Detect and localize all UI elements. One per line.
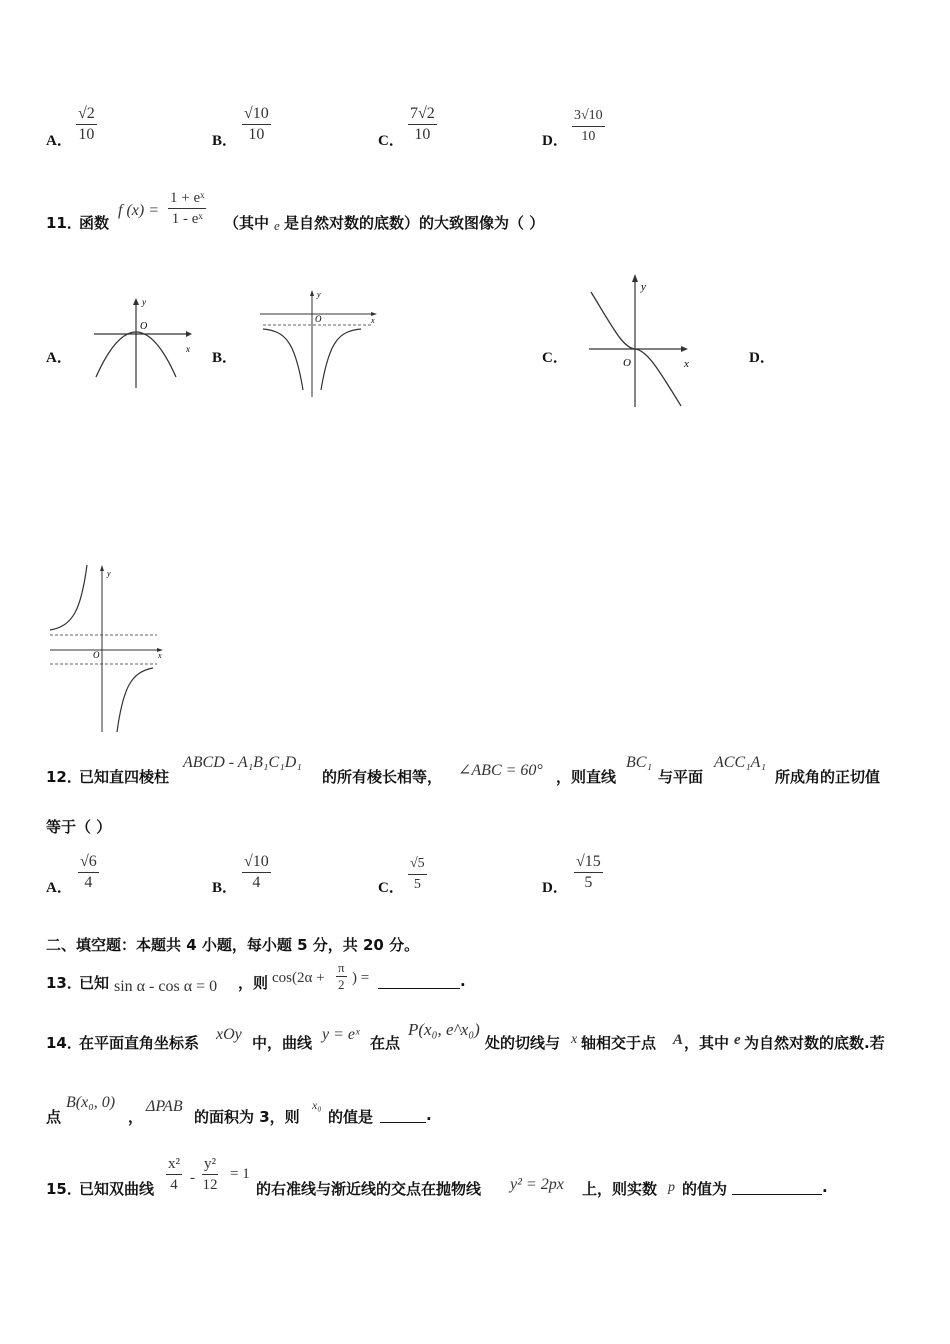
q10-option-d-value: $\frac{3√10}{10}$ (574, 108, 603, 144)
q14-number: 14． (46, 1034, 82, 1052)
graph-a-y-label: y (142, 297, 146, 307)
q11-fraction: $\frac{\text{1 + eˣ}}{\text{1 - eˣ}}$ (170, 190, 205, 227)
q10-options (0, 102, 950, 154)
q14-text-6: ，其中 (684, 1034, 730, 1052)
q15 (46, 1150, 926, 1204)
q14-triangle: ΔPAB (146, 1098, 183, 1115)
q14-point-b: B(x₀, 0) (66, 1094, 116, 1111)
graph-b-y-label: y (317, 290, 321, 299)
q14-a: A (673, 1032, 684, 1048)
q13-answer-blank[interactable] (378, 974, 460, 989)
q15-fraction-2: $\frac{\text{y²}}{12}$ (202, 1156, 218, 1193)
q14-line-2 (46, 1088, 926, 1128)
q11-stem (46, 188, 926, 238)
q12-number: 12． (46, 768, 82, 786)
q12-text-2: 的所有棱长相等， (322, 768, 443, 786)
q15-text-3: 上，则实数 (582, 1180, 658, 1198)
q15-parabola: y² = 2px (510, 1176, 564, 1193)
q11-graph-a (90, 295, 195, 390)
q11-e: e (274, 218, 280, 233)
q14-xoy: xOy (216, 1026, 242, 1043)
q11-graph-b (255, 285, 385, 400)
q10-option-c-label: C． (378, 133, 404, 149)
q12-angle: ∠ABC = 60° (458, 762, 543, 779)
q13-expr2-a: cos(2α + (272, 970, 325, 986)
q12-stem (46, 752, 926, 792)
q14-end: . (426, 1106, 432, 1124)
graph-a-x-label: x (186, 344, 190, 354)
q12-prism: ABCD - A₁B₁C₁D₁ (183, 754, 302, 771)
q11-option-d-label: D． (749, 350, 775, 366)
q11-graph-c (585, 270, 700, 410)
q12-option-c-value: $\frac{√5}{5}$ (410, 856, 425, 892)
q14-curve: y = eˣ (322, 1026, 360, 1043)
q14-text-7: 为自然对数的底数.若 (744, 1034, 885, 1052)
q13-number: 13． (46, 974, 82, 992)
q12-text-4: 与平面 (658, 768, 704, 786)
graph-c-x-label: x (684, 358, 689, 370)
q14-text-9: ， (128, 1108, 144, 1126)
q12-option-b-label: B． (212, 880, 238, 896)
graph-c-origin-label: O (623, 357, 631, 369)
graph-b-origin-label: O (315, 314, 322, 324)
q11-option-b-label: B． (212, 350, 238, 366)
q14-e: e (734, 1032, 741, 1048)
q12-text-5: 所成角的正切值 (775, 768, 881, 786)
q15-answer-blank[interactable] (732, 1180, 822, 1195)
q15-equals: = 1 (230, 1166, 250, 1182)
q14-answer-blank[interactable] (380, 1108, 426, 1123)
q12-text-6: 等于（ ） (46, 818, 112, 836)
q13-expr2-b: ) = (352, 970, 370, 986)
q15-fraction-1: $\frac{\text{x²}}{4}$ (168, 1156, 180, 1193)
q14-line-1 (46, 1014, 926, 1054)
q14-text-4: 处的切线与 (485, 1034, 561, 1052)
q12-text-1: 已知直四棱柱 (79, 768, 170, 786)
q10-option-a-label: A． (46, 133, 72, 149)
q11-option-c-label: C． (542, 350, 568, 366)
q14-text-1: 在平面直角坐标系 (79, 1034, 200, 1052)
q14-text-11: 的值是 (328, 1108, 374, 1126)
q13 (46, 960, 926, 1002)
q10-option-a-value: $\frac{√2}{10}$ (78, 105, 95, 143)
q11-number: 11． (46, 214, 82, 232)
section-2-title: 二、填空题：本题共 4 小题，每小题 5 分，共 20 分。 (46, 936, 420, 954)
q14-x: x (571, 1032, 578, 1047)
q14-point: P(x₀, e^x₀) (408, 1020, 480, 1039)
q12-option-a-label: A． (46, 880, 72, 896)
q10-option-b-value: $\frac{√10}{10}$ (244, 105, 269, 143)
q15-end: . (822, 1178, 828, 1196)
q11-graph-d (45, 560, 175, 735)
graph-d-x-label: x (158, 651, 162, 660)
q15-p: p (668, 1180, 675, 1195)
q15-number: 15． (46, 1180, 82, 1198)
q14-text-2: 中，曲线 (252, 1034, 313, 1052)
graph-a-origin-label: O (140, 321, 148, 332)
q12-option-a-value: $\frac{√6}{4}$ (80, 853, 97, 891)
q12-option-d-value: $\frac{√15}{5}$ (576, 853, 601, 891)
q11-option-a-label: A． (46, 350, 72, 366)
q12-option-d-label: D． (542, 880, 568, 896)
q14-text-10: 的面积为 3，则 (194, 1108, 300, 1126)
q11-text-3: 是自然对数的底数）的大致图像为（ ） (284, 214, 545, 232)
graph-c-y-label: y (641, 281, 646, 293)
q14-x0: x₀ (312, 1098, 322, 1112)
q10-option-c-value: $\frac{7√2}{10}$ (410, 105, 435, 143)
q14-text-8: 点 (46, 1108, 62, 1126)
q14-text-3: 在点 (370, 1034, 401, 1052)
q15-text-4: 的值为 (682, 1180, 728, 1198)
q14-text-5: 轴相交于点 (581, 1034, 657, 1052)
q12-plane: ACC₁A₁ (714, 754, 767, 771)
q15-text-1: 已知双曲线 (79, 1180, 155, 1198)
q10-option-b-label: B． (212, 133, 238, 149)
q13-text-1: 已知 (79, 974, 110, 992)
q11-fx: f (x) = (118, 202, 159, 219)
q11-text-2: （其中 (224, 214, 270, 232)
graph-d-y-label: y (107, 569, 111, 578)
q12-option-b-value: $\frac{√10}{4}$ (244, 853, 269, 891)
q15-text-2: 的右准线与渐近线的交点在抛物线 (256, 1180, 482, 1198)
q13-expr: sin α - cos α = 0 (114, 978, 218, 995)
graph-b-x-label: x (371, 316, 375, 325)
q13-text-2: ，则 (238, 974, 269, 992)
q12-option-c-label: C． (378, 880, 404, 896)
q12-text-3: ，则直线 (556, 768, 617, 786)
q12-options (0, 850, 950, 902)
q10-option-d-label: D． (542, 133, 568, 149)
q13-end: . (460, 972, 466, 990)
q11-text-1: 函数 (79, 214, 110, 232)
q13-fraction: $\frac{\pi}{2}$ (338, 960, 345, 992)
graph-d-origin-label: O (93, 650, 100, 660)
q12-line: BC₁ (626, 754, 653, 771)
q15-minus: - (190, 1170, 195, 1186)
